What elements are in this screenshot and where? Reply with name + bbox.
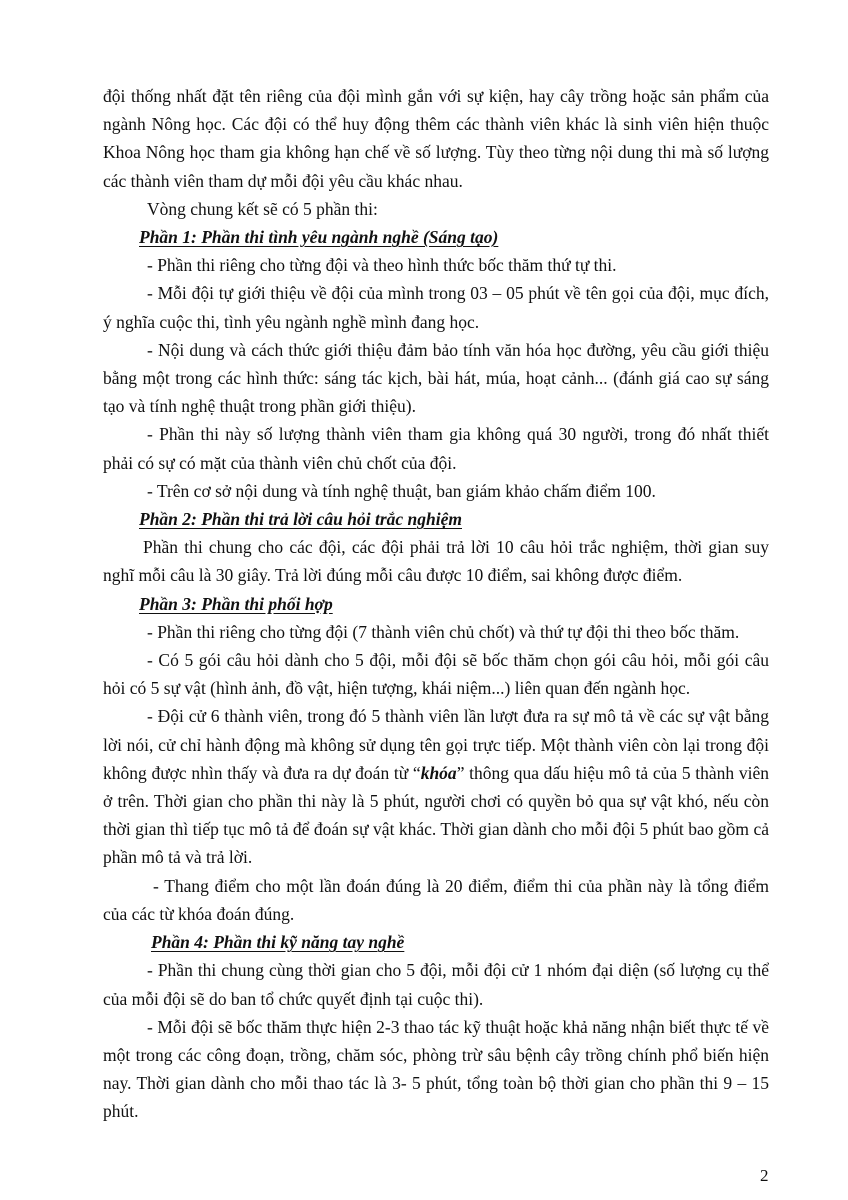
part3-item: - Phần thi riêng cho từng đội (7 thành viên chủ chốt) và thứ tự đội thi theo bốc thăm. [147,621,740,642]
document-page [103,82,769,1126]
part2-heading: Phần 2: Phần thi trả lời câu hỏi trắc nghiệm [139,509,462,530]
part3-heading: Phần 3: Phần thi phối hợp [139,593,333,614]
part1-heading: Phần 1: Phần thi tình yêu ngành nghề (Sáng tạo) [139,227,499,248]
part1-item: - Nội dung và cách thức giới thiệu đảm bảo tính văn hóa học đường, yêu cầu giới thiệu bằng một trong các hình thức: sáng tác kịch, bài hát, múa, hoạt cảnh... (đánh giá cao sự sáng tạo và tính nghệ thuật trong phần giới thiệu). [103,339,769,417]
page-number: 2 [760,1166,769,1185]
part1-item: - Phần thi riêng cho từng đội và theo hình thức bốc thăm thứ tự thi. [147,255,617,276]
part3-item3-before: - Đội cử 6 thành viên, trong đó 5 thành viên lần lượt đưa ra sự mô tả về các sự vật bằng lời nói, cử chỉ hành động mà không sử dụng tên gọi trực tiếp. Một thành viên còn lại trong đội không được nhìn thấy và đưa ra dự đoán từ “ [103,706,769,783]
part1-item: - Phần thi này số lượng thành viên tham gia không quá 30 người, trong đó nhất thiết phải có sự có mặt của thành viên chủ chốt của đội. [103,424,769,473]
part1-item: - Mỗi đội tự giới thiệu về đội của mình trong 03 – 05 phút về tên gọi của đội, mục đích, ý nghĩa cuộc thi, tình yêu ngành nghề mình đang học. [103,283,769,332]
part4-item: - Mỗi đội sẽ bốc thăm thực hiện 2-3 thao tác kỹ thuật hoặc khả năng nhận biết thực tế về một trong các công đoạn, trồng, chăm sóc, phòng trừ sâu bệnh cây trồng chính phổ biến hiện nay. Thời gian dành cho mỗi thao tác là 3- 5 phút, tổng toàn bộ thời gian cho phần thi 9 – 15 phút. [103,1016,769,1122]
keyword-khoa: khóa [420,762,457,783]
part4-heading: Phần 4: Phần thi kỹ năng tay nghề [151,932,405,953]
final-round-intro: Vòng chung kết sẽ có 5 phần thi: [147,198,378,219]
part1-item: - Trên cơ sở nội dung và tính nghệ thuật, ban giám khảo chấm điểm 100. [147,480,656,501]
part3-item [103,702,769,871]
part3-item: - Thang điểm cho một lần đoán đúng là 20 điểm, điểm thi của phần này là tổng điểm của các từ khóa đoán đúng. [103,875,769,924]
part3-item3-after: ” thông qua dấu hiệu mô tả của 5 thành viên ở trên. Thời gian cho phần thi này là 5 phút, người chơi có quyền bỏ qua sự vật khó, nếu còn thời gian thì tiếp tục mô tả để đoán sự vật khác. Thời gian dành cho mỗi đội 5 phút bao gồm cả phần mô tả và trả lời. [103,762,769,868]
part2-text: Phần thi chung cho các đội, các đội phải trả lời 10 câu hỏi trắc nghiệm, thời gian suy nghĩ mỗi câu là 30 giây. Trả lời đúng mỗi câu được 10 điểm, sai không được điểm. [103,537,769,586]
intro-paragraph: đội thống nhất đặt tên riêng của đội mình gắn với sự kiện, hay cây trồng hoặc sản phẩm của ngành Nông học. Các đội có thể huy động thêm các thành viên khác là sinh viên hiện thuộc Khoa Nông học tham gia không hạn chế về số lượng. Tùy theo từng nội dung thi mà số lượng các thành viên tham dự mỗi đội yêu cầu khác nhau. [103,86,769,191]
part4-item: - Phần thi chung cùng thời gian cho 5 đội, mỗi đội cử 1 nhóm đại diện (số lượng cụ thể của mỗi đội sẽ do ban tổ chức quyết định tại cuộc thi). [103,960,769,1009]
part3-item: - Có 5 gói câu hỏi dành cho 5 đội, mỗi đội sẽ bốc thăm chọn gói câu hỏi, mỗi gói câu hỏi có 5 sự vật (hình ảnh, đồ vật, hiện tượng, khái niệm...) liên quan đến ngành học. [103,650,769,699]
